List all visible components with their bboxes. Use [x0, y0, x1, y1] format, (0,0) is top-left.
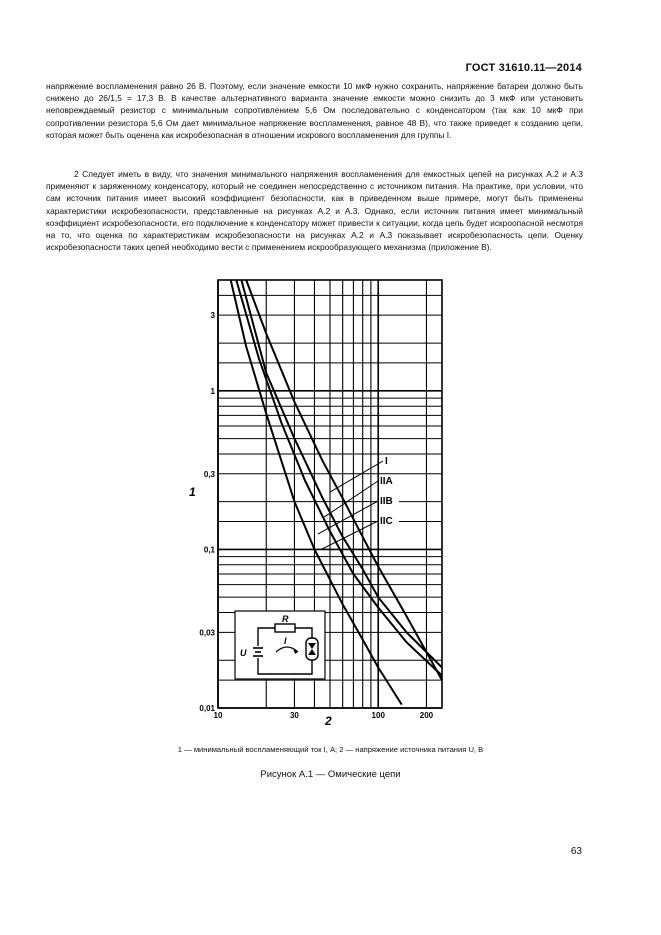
resistor-label: R	[282, 614, 289, 624]
document-standard-number: ГОСТ 31610.11—2014	[465, 62, 582, 74]
figure-caption: Рисунок А.1 — Омические цепи	[260, 769, 401, 780]
body-paragraph-2: 2 Следует иметь в виду, что значения минимального напряжения воспламенения для емкостных цепей на рисунках А.2 и А.3 применяют к заряженному конденсатору, который не соединен непосредственно с источником питания. На практике, при условии, что сам источник питания имеет высокий коэффициент безопасности, как в приведенном выше примере, могут быть применены характеристики искробезопасности, представленные на рисунках А.2 и А.3. Однако, если источник питания имеет минимальный коэффициент искробезопасности, его подключение к конденсатору может привести к ситуации, когда цепь будет искроопасной несмотря на то, что оценка по характеристикам искробезопасности на рисунках А.2 и А.3 показывает искробезопасность цепи. Оценку искробезопасности таких цепей необходимо вести с применением искрообразующего механизма (приложение В).	[46, 169, 583, 253]
x-tick-label: 100	[371, 711, 385, 720]
ignition-curve-chart	[180, 268, 460, 738]
y-tick-label: 0,3	[203, 469, 215, 479]
body-paragraph-1: напряжение воспламенения равно 26 В. Поэтому, если значение емкости 10 мкФ нужно сохранить, напряжение батареи должно быть снижено до 26/1,5 = 17,3 В. В качестве альтернативного варианта значение емкости можно снизить до 3 мкФ или установить неповреждаемый резистор с минимальным сопротивлением 5,6 Ом последовательно с конденсатором (так как 10 мкФ при сопротивлении резистора 5,6 Ом дает минимальное напряжение воспламенения, равное 48 В), что также приведет к созданию цепи, которая может быть оценена как искробезопасная в отношении искрового воспламенения для группы I.	[46, 81, 583, 140]
voltage-label: U	[240, 648, 247, 658]
circuit-inset	[235, 611, 325, 679]
y-tick-label: 0,03	[199, 628, 215, 638]
x-tick-label: 30	[289, 711, 299, 720]
x-tick-label: 200	[419, 711, 434, 720]
y-tick-label: 0,01	[199, 704, 215, 713]
current-label: I	[284, 636, 287, 646]
x-tick-label: 10	[213, 711, 223, 720]
figure-legend: 1 — минимальный воспламеняющий ток I, А; 2 — напряжение источника питания U, В	[177, 745, 484, 754]
figure-ohmic-circuits	[180, 268, 460, 738]
page-number: 63	[570, 846, 582, 857]
series-label: IIA	[380, 476, 393, 487]
y-tick-label: 1	[210, 386, 215, 396]
y-tick-label: 3	[210, 311, 215, 321]
series-leader-line	[324, 481, 378, 517]
series-label: IIB	[380, 496, 393, 507]
y-tick-label: 0,1	[203, 545, 215, 555]
series-label: IIC	[380, 516, 393, 527]
series-leader-line	[330, 461, 383, 492]
resistor-symbol	[275, 624, 295, 632]
x-axis-number: 2	[325, 714, 332, 728]
y-axis-number: 1	[189, 485, 196, 499]
series-label: I	[385, 456, 388, 467]
